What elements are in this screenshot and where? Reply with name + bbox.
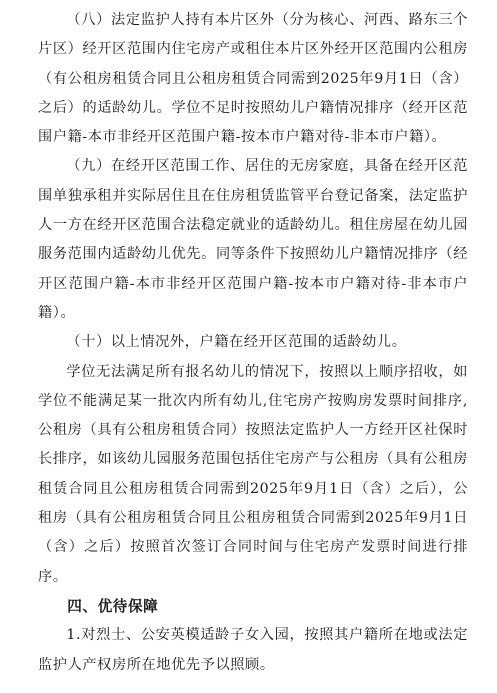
paragraph-item-8: （八）法定监护人持有本片区外（分为核心、河西、路东三个片区）经开区范围内住宅房产或租住本片区外经开区范围内公租房（有公租房租赁合同且公租房租赁合同需到2025年9月1日（含）之后）的适龄幼儿。学位不足时按照幼儿户籍情况排序（经开区范围户籍-本市非经开区范围户籍-按本市户籍对待-非本市户籍）。 xyxy=(38,12,468,146)
paragraph-admission-order: 学位无法满足所有报名幼儿的情况下，按照以上顺序招收，如学位不能满足某一批次内所有幼儿,住宅房产按购房发票时间排序,公租房（具有公租房租赁合同）按照法定监护人一方经开区社保时长排序，如该幼儿园服务范围包括住宅房产与公租房（具有公租房租赁合同且公租房租赁合同需到2025年9月1日（含）之后），公租房（具有公租房租赁合同且公租房租赁合同需到2025年9月1日（含）之后）按照首次签订合同时间与住宅房产发票时间进行排序。 xyxy=(38,363,468,585)
paragraph-item-10: （十）以上情况外，户籍在经开区范围的适龄幼儿。 xyxy=(66,334,407,351)
paragraph-item-9: （九）在经开区范围工作、居住的无房家庭，具备在经开区范围单独承租并实际居住且在住房租赁监管平台登记备案，法定监护人一方在经开区范围合法稳定就业的适龄幼儿。租住房屋在幼儿园服务范围内适龄幼儿优先。同等条件下按照幼儿户籍情况排序（经开区范围户籍-本市非经开区范围户籍-按本市户籍对待-非本市户籍）。 xyxy=(38,158,468,321)
paragraph-martyr-children: 1.对烈士、公安英模适龄子女入园，按照其户籍所在地或法定监护人产权房所在地优先予以照顾。 xyxy=(38,627,468,673)
document-page xyxy=(38,6,468,680)
section-heading-preferential: 四、优待保障 xyxy=(67,597,159,615)
